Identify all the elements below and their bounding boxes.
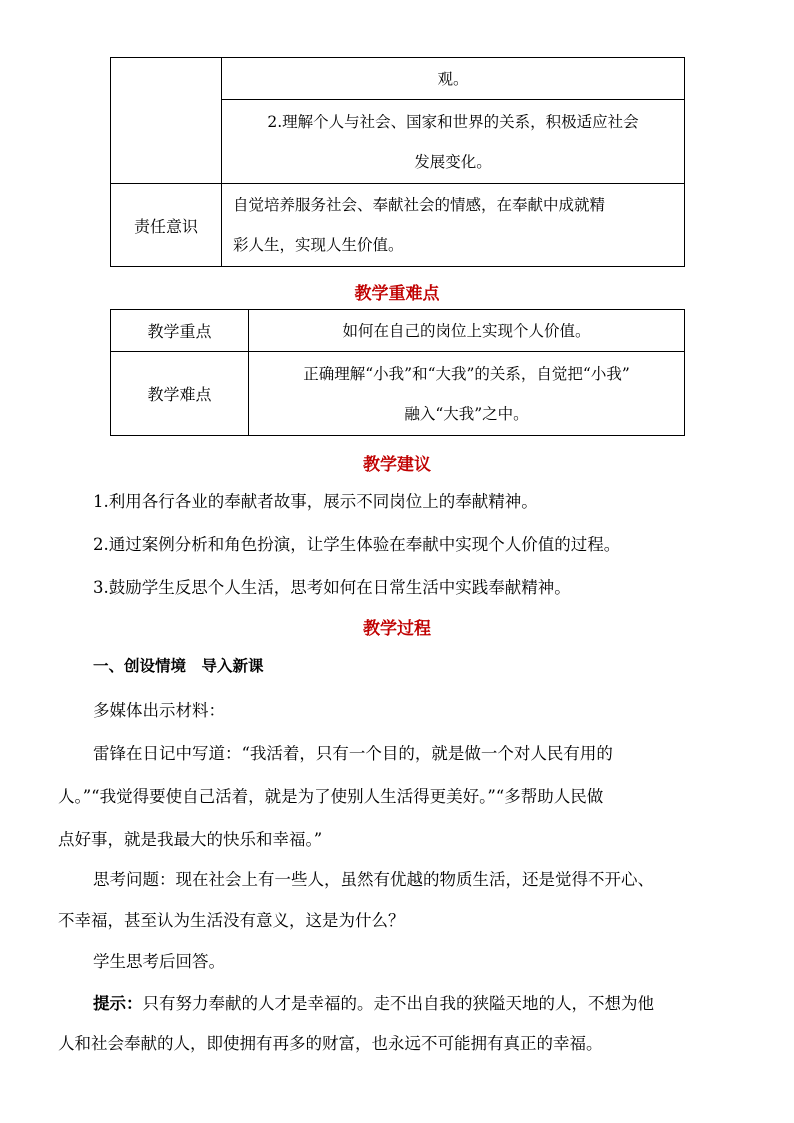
key-point-text: 如何在自己的岗位上实现个人价值。	[249, 310, 685, 352]
student-answer: 学生思考后回答。	[93, 952, 225, 971]
difficult-point-cell	[249, 352, 685, 436]
question-line: 思考问题：现在社会上有一些人，虽然有优越的物质生活，还是觉得不开心、	[93, 870, 654, 889]
objectives-table	[110, 57, 685, 267]
quote-line: 雷锋在日记中写道：“我活着，只有一个目的，就是做一个对人民有用的	[93, 744, 613, 763]
responsibility-label: 责任意识	[111, 184, 222, 267]
hint-line	[93, 990, 654, 1014]
suggestion-item: 1.利用各行各业的奉献者故事，展示不同岗位上的奉献精神。	[93, 492, 538, 511]
objective-text: 发展变化。	[414, 152, 492, 171]
key-point-label: 教学重点	[111, 310, 249, 352]
objective-text: 2.理解个人与社会、国家和世界的关系，积极适应社会	[267, 112, 639, 131]
question-line: 不幸福，甚至认为生活没有意义，这是为什么？	[58, 911, 405, 930]
focus-table	[110, 309, 685, 436]
heading-process: 教学过程	[363, 619, 431, 639]
difficult-point-text: 融入“大我”之中。	[404, 404, 529, 423]
objective-cell	[222, 100, 685, 184]
hint-label: 提示：	[93, 994, 143, 1013]
section-title: 一、创设情境 导入新课	[93, 656, 264, 675]
quote-line: 点好事，就是我最大的快乐和幸福。”	[58, 830, 323, 849]
difficult-point-label: 教学难点	[111, 352, 249, 436]
empty-label-cell	[111, 58, 222, 184]
hint-text: 只有努力奉献的人才是幸福的。走不出自我的狭隘天地的人，不想为他	[142, 994, 654, 1013]
heading-difficulty: 教学重难点	[354, 284, 440, 304]
material-intro: 多媒体出示材料：	[93, 701, 225, 720]
objective-cell	[222, 184, 685, 267]
objective-text: 自觉培养服务社会、奉献社会的情感，在奉献中成就精	[233, 196, 606, 214]
suggestion-item: 2.通过案例分析和角色扮演，让学生体验在奉献中实现个人价值的过程。	[93, 535, 621, 554]
objective-cell	[222, 58, 685, 100]
objective-text: 彩人生，实现人生价值。	[233, 236, 404, 254]
heading-suggestions: 教学建议	[363, 455, 431, 475]
quote-line: 人。”“我觉得要使自己活着，就是为了使别人生活得更美好。”“多帮助人民做	[58, 787, 604, 806]
difficult-point-text: 正确理解“小我”和“大我”的关系，自觉把“小我”	[303, 364, 630, 383]
hint-line: 人和社会奉献的人，即使拥有再多的财富，也永远不可能拥有真正的幸福。	[58, 1034, 603, 1053]
suggestion-item: 3.鼓励学生反思个人生活，思考如何在日常生活中实践奉献精神。	[93, 578, 571, 597]
objective-text: 观。	[437, 69, 469, 88]
